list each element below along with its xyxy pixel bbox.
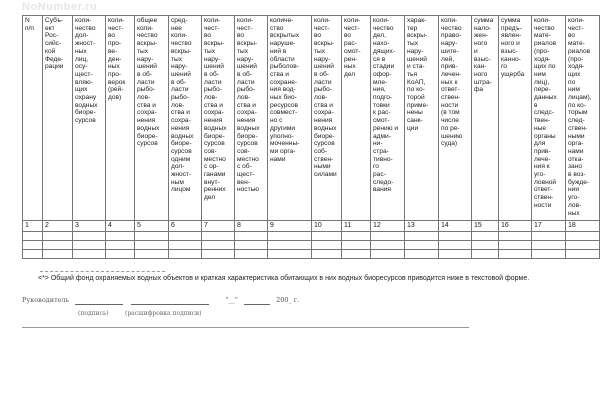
- column-header: коли- чест- во про- ве- ден- ных про- верок (рей- дов): [106, 16, 135, 221]
- column-number: 6: [169, 221, 202, 232]
- table-cell[interactable]: [371, 232, 405, 241]
- table-row: [23, 241, 600, 250]
- table-cell[interactable]: [23, 250, 43, 259]
- signature-label: Руководитель: [22, 296, 70, 304]
- watermark: NoNumber.ru: [22, 1, 98, 13]
- table-row: [23, 250, 600, 259]
- column-header: коли- чест- во вскры- тых нару- шений в об- ласти рыбо- лов- ства и сохра- нения водных биоре- сурсов соб- ствен- ными силами: [312, 16, 342, 221]
- column-number: 2: [43, 221, 73, 232]
- column-number: 11: [342, 221, 371, 232]
- table-cell[interactable]: [439, 241, 472, 250]
- decoding-line: [131, 296, 209, 305]
- column-header: сред- нее коли- чество вскры- тых нару- шений в об- ласти рыбо- лов- ства и сохра- нения водных биоре- сурсов одним дол- жност- ным лицом: [169, 16, 202, 221]
- table-cell[interactable]: [235, 241, 268, 250]
- table-cell[interactable]: [235, 250, 268, 259]
- column-header: сумма предъ- явлен- ного и взыс- канно- го ущерба: [499, 16, 532, 221]
- caption-decoding: (расшифровка подписи): [125, 310, 202, 317]
- table-cell[interactable]: [106, 232, 135, 241]
- signature-line: [75, 296, 123, 305]
- column-header: коли- чество мате- риалов (про- ходя- щих по ним лиц), пере- данных в следс- твен- ные органы для прив- лече- ния к уго- ловной ответ- ствен- ности: [532, 16, 566, 221]
- date-day: "__": [225, 296, 238, 304]
- table-cell[interactable]: [202, 241, 235, 250]
- table-cell[interactable]: [566, 241, 600, 250]
- table-cell[interactable]: [342, 232, 371, 241]
- column-header: N п/п: [23, 16, 43, 221]
- table-cell[interactable]: [371, 241, 405, 250]
- caption-signature: (подпись): [78, 310, 109, 317]
- column-header: харак- тер вскры- тых нару- шений и ста- тья КоАП, по ко- торой приме- нены санк- ции: [405, 16, 439, 221]
- footnote-separator: [40, 271, 165, 272]
- table-cell[interactable]: [268, 241, 312, 250]
- column-number: 18: [566, 221, 600, 232]
- table-cell[interactable]: [268, 232, 312, 241]
- column-number: 7: [202, 221, 235, 232]
- table-cell[interactable]: [23, 232, 43, 241]
- column-number: 5: [135, 221, 169, 232]
- column-number: 3: [73, 221, 106, 232]
- table-cell[interactable]: [439, 250, 472, 259]
- column-header: коли- чество дол- жност- ных лиц, осу- щест- вляю- щих охрану водных биоре- сурсов: [73, 16, 106, 221]
- table-cell[interactable]: [405, 241, 439, 250]
- table-cell[interactable]: [472, 250, 499, 259]
- footnote-text: <*> Общий фонд охраняемых водных объектов и краткая характеристика обитающих в них водных биоресурсов приводится ниже в текстовой форме.: [38, 275, 530, 282]
- table-cell[interactable]: [472, 232, 499, 241]
- table-cell[interactable]: [106, 241, 135, 250]
- table-cell[interactable]: [405, 232, 439, 241]
- column-header: Субъ- ект Рос- сийс- кой Феде- рации: [43, 16, 73, 221]
- column-number: 17: [532, 221, 566, 232]
- table-cell[interactable]: [169, 232, 202, 241]
- column-number-row: [23, 221, 600, 232]
- table-cell[interactable]: [169, 250, 202, 259]
- column-header: коли- чество дел, нахо- дящих- ся в стадии офор- мле- ния, подго- товки к рас- смот- рению и адми- ни- стра- тивно- го рас- следо- вания: [371, 16, 405, 221]
- column-number: 13: [405, 221, 439, 232]
- table-cell[interactable]: [566, 250, 600, 259]
- table-cell[interactable]: [106, 250, 135, 259]
- column-header: коли- чест- во вскры- тых нару- шений в об- ласти рыбо- лов- ства и сохра- нения водных биоре- сурсов сов- местно с ор- ганами внут- ренних дел: [202, 16, 235, 221]
- column-number: 15: [472, 221, 499, 232]
- table-cell[interactable]: [405, 250, 439, 259]
- table-cell[interactable]: [342, 250, 371, 259]
- table-row: [23, 232, 600, 241]
- table-cell[interactable]: [566, 232, 600, 241]
- column-header: сумма нало- жен- ного и взыс- кан- ного штра- фа: [472, 16, 499, 221]
- table-cell[interactable]: [43, 232, 73, 241]
- table-cell[interactable]: [169, 241, 202, 250]
- column-number: 12: [371, 221, 405, 232]
- column-number: 8: [235, 221, 268, 232]
- table-cell[interactable]: [73, 250, 106, 259]
- signature-block: [22, 296, 299, 306]
- date-month-line: [244, 296, 270, 305]
- table-cell[interactable]: [268, 250, 312, 259]
- table-cell[interactable]: [43, 241, 73, 250]
- table-cell[interactable]: [73, 232, 106, 241]
- table-cell[interactable]: [135, 241, 169, 250]
- table-cell[interactable]: [499, 250, 532, 259]
- table-cell[interactable]: [342, 241, 371, 250]
- table-cell[interactable]: [499, 232, 532, 241]
- table-cell[interactable]: [202, 250, 235, 259]
- table-cell[interactable]: [23, 241, 43, 250]
- table-cell[interactable]: [532, 232, 566, 241]
- table-cell[interactable]: [312, 232, 342, 241]
- table-cell[interactable]: [43, 250, 73, 259]
- column-number: 16: [499, 221, 532, 232]
- report-table: [22, 15, 600, 259]
- table-cell[interactable]: [472, 241, 499, 250]
- table-cell[interactable]: [312, 241, 342, 250]
- table-cell[interactable]: [532, 241, 566, 250]
- column-number: 9: [268, 221, 312, 232]
- table-cell[interactable]: [371, 250, 405, 259]
- column-header: количе- ство вскрытых наруше- ний в области рыболов- ства и сохране- ния вод- ных био- ресурсов совмест- но с другими уполно- моченны- ми орга- нами: [268, 16, 312, 221]
- column-number: 4: [106, 221, 135, 232]
- column-header: коли- чест- во рас- смот- рен- ных дел: [342, 16, 371, 221]
- table-cell[interactable]: [202, 232, 235, 241]
- table-cell[interactable]: [73, 241, 106, 250]
- table-cell[interactable]: [135, 232, 169, 241]
- column-header: коли- чест- во мате- риалов (про- ходя- щих по ним лицам), по ко- торым след- ствен- ными орга- нами отка- зано в воз- бужде- нии уго- лов- ных: [566, 16, 600, 221]
- table-cell[interactable]: [312, 250, 342, 259]
- bottom-rule: [22, 327, 469, 328]
- header-row: [23, 16, 600, 221]
- table-cell[interactable]: [532, 250, 566, 259]
- date-year: 200_ г.: [276, 296, 300, 304]
- column-header: общее коли- чество вскры- тых нару- шений в об- ласти рыбо- лов- ства и сохра- нения водных биоре- сурсов: [135, 16, 169, 221]
- column-header: коли- чест- во вскры- тых нару- шений в об- ласти рыбо- лов- ства и сохра- нения водных биоре- сурсов сов- местно с об- щест- вен- ностью: [235, 16, 268, 221]
- table-cell[interactable]: [135, 250, 169, 259]
- table-cell[interactable]: [235, 232, 268, 241]
- column-number: 10: [312, 221, 342, 232]
- column-number: 14: [439, 221, 472, 232]
- table-cell[interactable]: [499, 241, 532, 250]
- column-number: 1: [23, 221, 43, 232]
- table-cell[interactable]: [439, 232, 472, 241]
- column-header: коли- чество право- нару- шите- лей, прив- лечен- ных к ответ- ствен- ности (в том числе по ре- шению суда): [439, 16, 472, 221]
